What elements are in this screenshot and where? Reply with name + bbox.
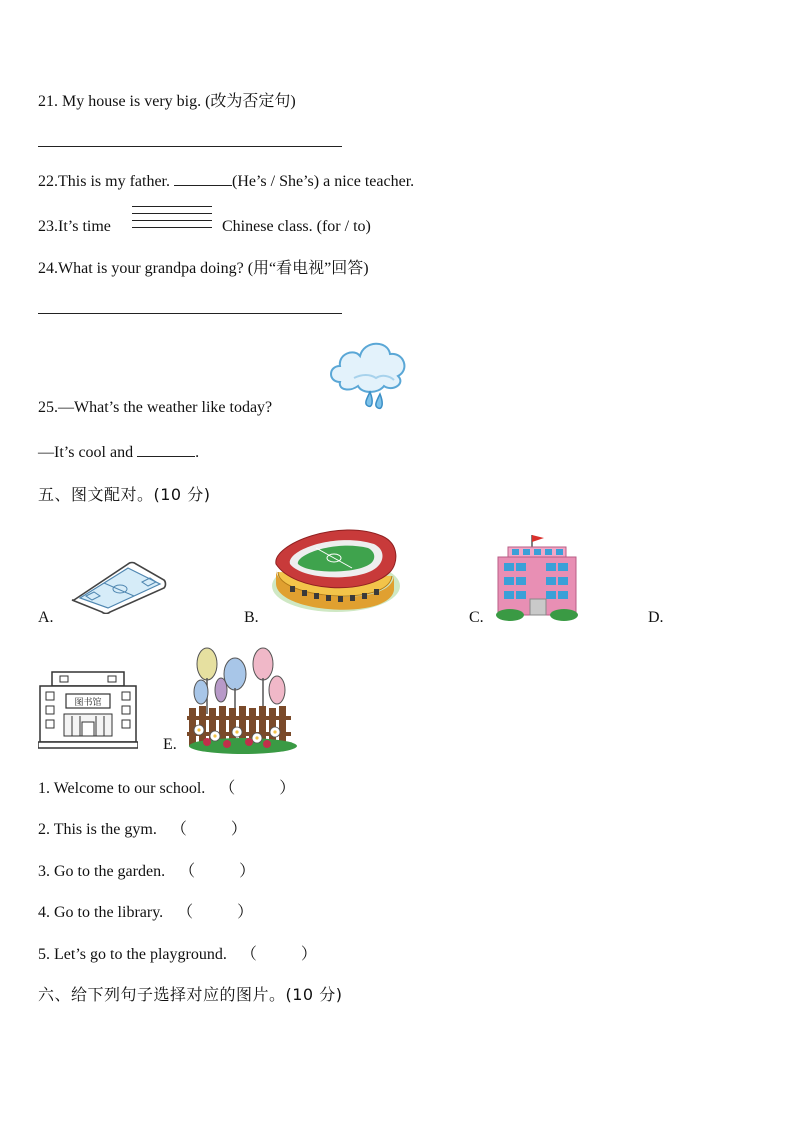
match-item-1 xyxy=(38,775,295,798)
question-25-answer-suffix: . xyxy=(195,444,200,461)
match-item-5-text: 5. Let’s go to the playground. xyxy=(38,946,227,963)
question-21-text: 21. My house is very big. (改为否定句) xyxy=(38,93,296,110)
match-item-3-text: 3. Go to the garden. xyxy=(38,863,166,880)
option-b-image[interactable] xyxy=(270,520,402,624)
answer-blank-25[interactable] xyxy=(137,442,195,457)
match-item-5 xyxy=(38,941,317,964)
option-d-letter: D. xyxy=(648,609,664,626)
option-d-image[interactable] xyxy=(38,670,138,750)
question-25-answer xyxy=(38,442,199,462)
school-building-icon xyxy=(496,533,580,621)
answer-lines-23[interactable] xyxy=(132,206,212,228)
section-6-heading-text: 六、给下列句子选择对应的图片。(10 分) xyxy=(38,985,343,1004)
section-6-heading xyxy=(38,982,342,1005)
section-5-heading-text: 五、图文配对。(10 分) xyxy=(38,485,211,504)
option-a-image[interactable] xyxy=(64,556,170,614)
option-e-label xyxy=(163,736,177,754)
answer-paren-5[interactable]: （ ） xyxy=(240,946,317,963)
question-22-prefix: 22.This is my father. xyxy=(38,173,174,190)
option-a-label xyxy=(38,609,54,627)
question-25 xyxy=(38,399,272,417)
match-item-4-text: 4. Go to the library. xyxy=(38,904,164,921)
answer-line-24[interactable] xyxy=(38,313,342,314)
question-22-suffix: (He’s / She’s) a nice teacher. xyxy=(231,173,415,190)
answer-paren-1[interactable]: （ ） xyxy=(219,780,296,797)
option-d-label xyxy=(648,609,664,627)
section-5-heading xyxy=(38,482,210,505)
match-item-1-text: 1. Welcome to our school. xyxy=(38,780,206,797)
question-23-end xyxy=(222,218,371,236)
stadium-gym-icon xyxy=(270,520,402,624)
option-c-letter: C. xyxy=(469,609,484,626)
match-item-3 xyxy=(38,858,255,881)
question-23-suffix: Chinese class. (for / to) xyxy=(222,218,371,235)
question-25-text: 25.—What’s the weather like today? xyxy=(38,399,273,416)
rain-cloud-icon xyxy=(326,334,410,416)
answer-paren-3[interactable]: （ ） xyxy=(179,863,256,880)
answer-line-21[interactable] xyxy=(38,146,342,147)
question-21 xyxy=(38,88,296,111)
option-c-image[interactable] xyxy=(496,533,580,621)
answer-blank-22[interactable] xyxy=(174,171,232,186)
match-item-2 xyxy=(38,816,247,839)
question-25-answer-prefix: —It’s cool and xyxy=(38,444,138,461)
playground-field-icon xyxy=(64,556,170,614)
answer-paren-4[interactable]: （ ） xyxy=(177,904,254,921)
question-23-prefix: 23.It’s time xyxy=(38,218,111,235)
match-item-4 xyxy=(38,899,253,922)
question-24 xyxy=(38,255,369,278)
option-e-image[interactable] xyxy=(187,644,297,754)
option-b-label xyxy=(244,609,259,627)
library-building-icon xyxy=(38,670,138,750)
option-a-letter: A. xyxy=(38,609,54,626)
answer-paren-2[interactable]: （ ） xyxy=(170,821,247,838)
match-item-2-text: 2. This is the gym. xyxy=(38,821,157,838)
question-24-text: 24.What is your grandpa doing? (用“看电视”回答) xyxy=(38,260,369,277)
option-c-label xyxy=(469,609,484,627)
library-sign-text: 图书馆 xyxy=(74,698,102,708)
garden-icon xyxy=(187,644,297,754)
option-b-letter: B. xyxy=(244,609,259,626)
question-23 xyxy=(38,218,111,236)
option-e-letter: E. xyxy=(163,736,177,753)
question-22 xyxy=(38,171,414,191)
